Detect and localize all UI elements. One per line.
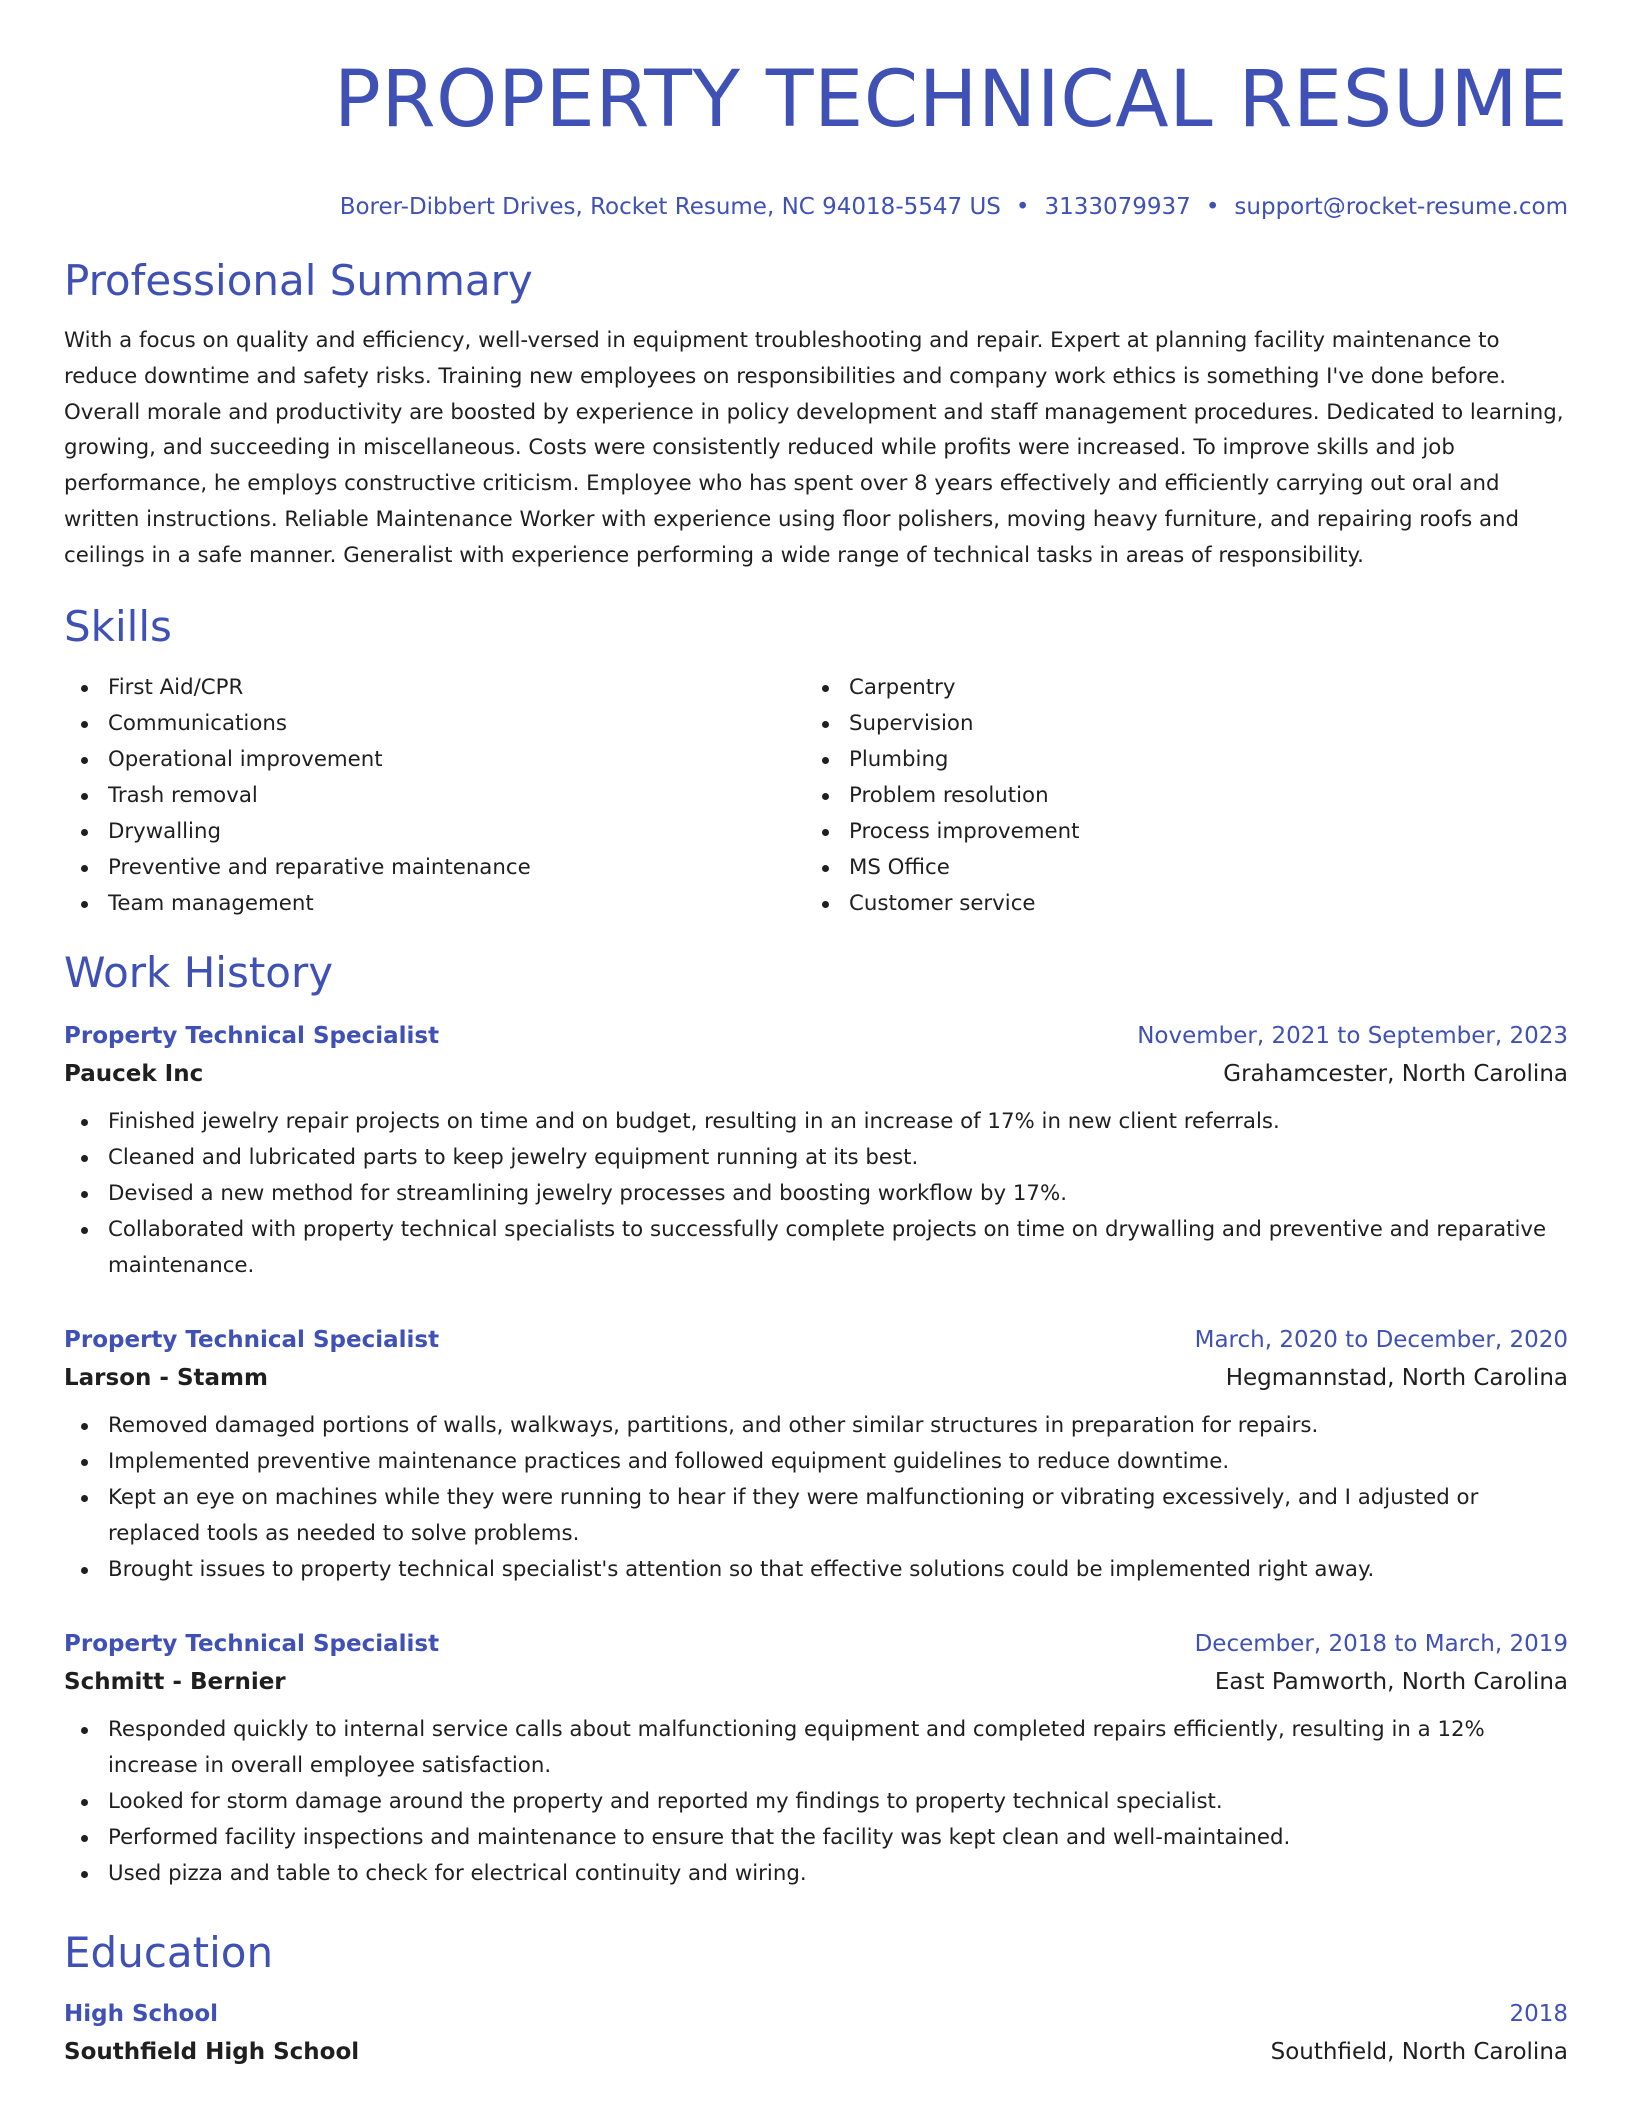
- resume-title: PROPERTY TECHNICAL RESUME: [333, 55, 1568, 145]
- job-dates: November, 2021 to September, 2023: [1137, 1022, 1568, 1049]
- job-bullet: Kept an eye on machines while they were running to hear if they were malfunctioning or vibrating excessively, and I adjusted or replaced tools as needed to solve problems.: [64, 1480, 1568, 1552]
- education-section: [64, 1928, 1568, 2072]
- summary-section: [64, 256, 1568, 574]
- education-entry: [64, 1996, 1568, 2072]
- job-title-row: [64, 1018, 1568, 1054]
- skill-item: Customer service: [805, 886, 1546, 922]
- skill-item: Preventive and reparative maintenance: [64, 850, 805, 886]
- skills-right-list: [805, 670, 1546, 922]
- job-bullet: Looked for storm damage around the property and reported my findings to property technical specialist.: [64, 1784, 1568, 1820]
- job-bullets: [64, 1408, 1568, 1588]
- job-title: Property Technical Specialist: [64, 1630, 440, 1657]
- education-degree: High School: [64, 2000, 219, 2027]
- education-year: 2018: [1509, 2000, 1568, 2027]
- contact-email[interactable]: support@rocket-resume.com: [1234, 194, 1568, 220]
- skill-item: Trash removal: [64, 778, 805, 814]
- skills-section: [64, 602, 1568, 922]
- skill-item: Carpentry: [805, 670, 1546, 706]
- job-dates: December, 2018 to March, 2019: [1194, 1630, 1568, 1657]
- job-bullet: Removed damaged portions of walls, walkways, partitions, and other similar structures in preparation for repairs.: [64, 1408, 1568, 1444]
- contact-address: Borer-Dibbert Drives, Rocket Resume, NC 94018-5547 US: [339, 194, 1001, 220]
- job-title: Property Technical Specialist: [64, 1022, 440, 1049]
- work-history-section: [64, 948, 1568, 1892]
- job-bullet: Brought issues to property technical specialist's attention so that effective solutions could be implemented right away.: [64, 1552, 1568, 1588]
- skill-item: Plumbing: [805, 742, 1546, 778]
- summary-text: With a focus on quality and efficiency, well-versed in equipment troubleshooting and repair. Expert at planning facility maintenance to reduce downtime and safety risks. Training new employees on responsibilities and company work ethics is something I've done before. Overall morale and productivity are boosted by experience in policy development and staff management procedures. Dedicated to learning, growing, and succeeding in miscellaneous. Costs were consistently reduced while profits were increased. To improve skills and job performance, he employs constructive criticism. Employee who has spent over 8 years effectively and efficiently carrying out oral and written instructions. Reliable Maintenance Worker with experience using floor polishers, moving heavy furniture, and repairing roofs and ceilings in a safe manner. Generalist with experience performing a wide range of technical tasks in areas of responsibility.: [64, 328, 1564, 568]
- skill-item: First Aid/CPR: [64, 670, 805, 706]
- section-heading-education: Education: [64, 1927, 274, 1977]
- job-company: Larson - Stamm: [64, 1364, 268, 1391]
- skills-columns: [64, 670, 1568, 922]
- section-heading-work-history: Work History: [64, 947, 334, 997]
- skill-item: Drywalling: [64, 814, 805, 850]
- skill-item: Supervision: [805, 706, 1546, 742]
- education-school: Southfield High School: [64, 2038, 360, 2065]
- section-heading-summary: Professional Summary: [64, 256, 533, 305]
- job-title-row: [64, 1322, 1568, 1358]
- job-company: Schmitt - Bernier: [64, 1668, 286, 1695]
- resume-header: [64, 50, 1568, 222]
- job-dates: March, 2020 to December, 2020: [1194, 1326, 1568, 1353]
- education-school-row: [64, 2032, 1568, 2072]
- contact-separator: •: [1205, 194, 1220, 220]
- contact-line: [64, 192, 1568, 222]
- skill-item: MS Office: [805, 850, 1546, 886]
- job-company-row: [64, 1662, 1568, 1702]
- skills-left-list: [64, 670, 805, 922]
- job-bullet: Performed facility inspections and maintenance to ensure that the facility was kept clean and well-maintained.: [64, 1820, 1568, 1856]
- job-entry: [64, 1626, 1568, 1892]
- job-entry: [64, 1018, 1568, 1284]
- job-entry: [64, 1322, 1568, 1588]
- job-title-row: [64, 1626, 1568, 1662]
- contact-phone: 3133079937: [1044, 194, 1191, 220]
- job-bullet: Responded quickly to internal service calls about malfunctioning equipment and completed repairs efficiently, resulting in a 12% increase in overall employee satisfaction.: [64, 1712, 1568, 1784]
- job-bullet: Finished jewelry repair projects on time and on budget, resulting in an increase of 17% in new client referrals.: [64, 1104, 1568, 1140]
- job-location: East Pamworth, North Carolina: [1214, 1668, 1568, 1695]
- job-bullet: Collaborated with property technical specialists to successfully complete projects on time on drywalling and preventive and reparative maintenance.: [64, 1212, 1568, 1284]
- job-bullet: Cleaned and lubricated parts to keep jewelry equipment running at its best.: [64, 1140, 1568, 1176]
- job-bullet: Used pizza and table to check for electrical continuity and wiring.: [64, 1856, 1568, 1892]
- contact-separator: •: [1015, 194, 1030, 220]
- skill-item: Communications: [64, 706, 805, 742]
- job-title: Property Technical Specialist: [64, 1326, 440, 1353]
- job-bullet: Implemented preventive maintenance practices and followed equipment guidelines to reduce downtime.: [64, 1444, 1568, 1480]
- job-location: Hegmannstad, North Carolina: [1225, 1364, 1568, 1391]
- section-heading-skills: Skills: [64, 601, 172, 651]
- skill-item: Operational improvement: [64, 742, 805, 778]
- skill-item: Team management: [64, 886, 805, 922]
- job-company: Paucek Inc: [64, 1060, 204, 1087]
- education-degree-row: [64, 1996, 1568, 2032]
- job-company-row: [64, 1054, 1568, 1094]
- job-company-row: [64, 1358, 1568, 1398]
- education-location: Southfield, North Carolina: [1270, 2038, 1568, 2065]
- skill-item: Problem resolution: [805, 778, 1546, 814]
- job-bullet: Devised a new method for streamlining jewelry processes and boosting workflow by 17%.: [64, 1176, 1568, 1212]
- job-bullets: [64, 1712, 1568, 1892]
- job-location: Grahamcester, North Carolina: [1223, 1060, 1568, 1087]
- skill-item: Process improvement: [805, 814, 1546, 850]
- job-bullets: [64, 1104, 1568, 1284]
